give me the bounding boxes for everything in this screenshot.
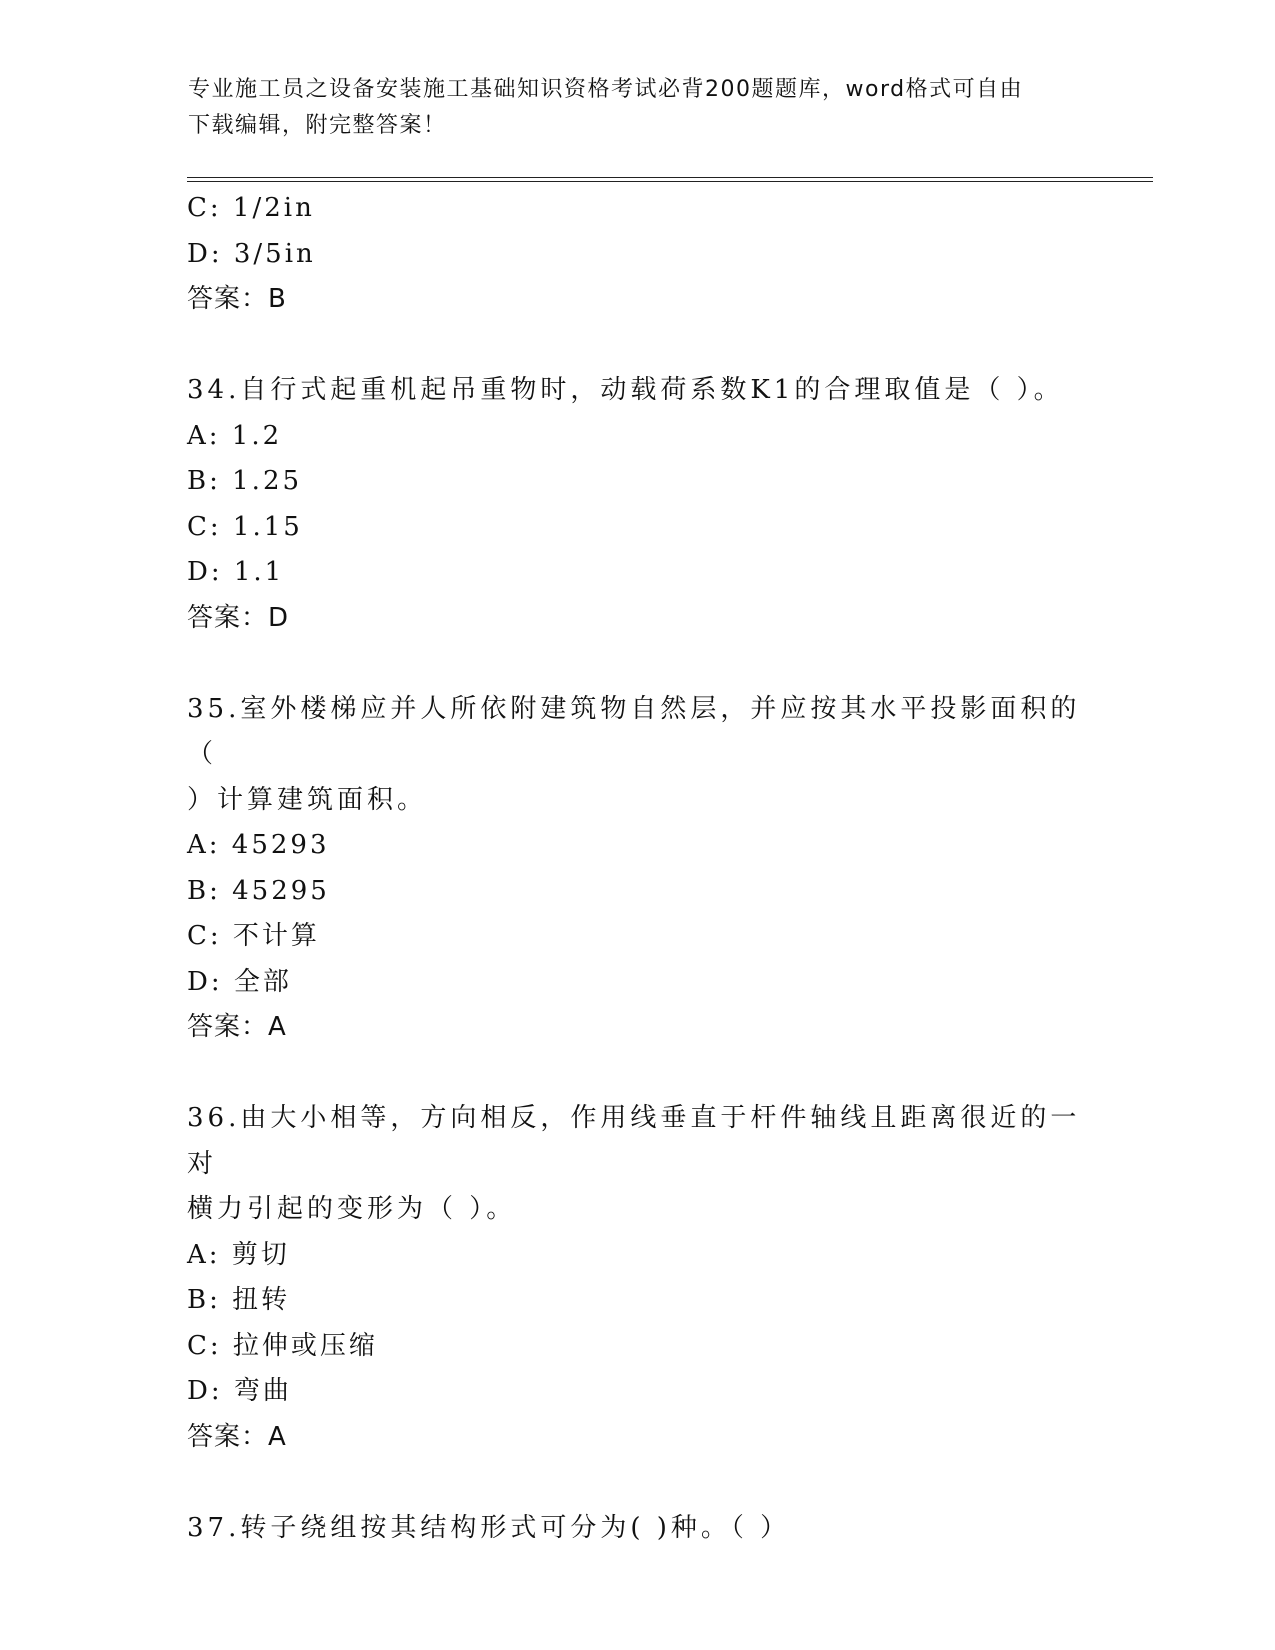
question-stem-line-2: ）计算建筑面积。 [187, 784, 428, 815]
header-title-line-1: 专业施工员之设备安装施工基础知识资格考试必背200题题库，word格式可自由 [188, 77, 1024, 102]
question-list [187, 186, 1087, 1551]
answer-line: 答案：A [187, 1421, 287, 1452]
question-36 [187, 1096, 1087, 1460]
header-title-line-2: 下载编辑，附完整答案！ [188, 113, 447, 138]
answer-line: 答案：D [187, 602, 290, 633]
option-a: A: 45293 [187, 830, 330, 860]
option-d: D: 3/5in [187, 238, 316, 269]
option-b: B: 扭转 [187, 1285, 291, 1315]
question-33 [187, 186, 1087, 323]
question-stem: 34.自行式起重机起吊重物时，动载荷系数K1的合理取值是（ ）。 [187, 375, 1064, 405]
question-stem: 37.转子绕组按其结构形式可分为( )种。（ ） [187, 1512, 791, 1543]
option-c: C: 拉伸或压缩 [187, 1330, 378, 1361]
option-a: A: 剪切 [187, 1239, 290, 1270]
option-d: D: 1.1 [187, 557, 285, 587]
option-d: D: 弯曲 [187, 1376, 292, 1406]
header-divider [187, 177, 1153, 182]
spacer [187, 641, 1087, 687]
option-d: D: 全部 [187, 966, 292, 997]
answer-line: 答案：A [187, 1012, 287, 1042]
question-stem-line-1: 36.由大小相等，方向相反，作用线垂直于杆件轴线且距离很近的一对 [187, 1103, 1081, 1179]
answer-line: 答案：B [187, 284, 287, 314]
spacer [187, 1051, 1087, 1097]
spacer [187, 323, 1087, 369]
spacer [187, 1460, 1087, 1506]
question-37 [187, 1506, 1087, 1552]
document-header [188, 72, 1068, 144]
option-c: C: 不计算 [187, 921, 320, 951]
option-c: C: 1/2in [187, 193, 315, 223]
option-a: A: 1.2 [187, 420, 283, 451]
question-34 [187, 368, 1087, 641]
option-b: B: 1.25 [187, 466, 303, 496]
question-stem-line-2: 横力引起的变形为（ ）。 [187, 1194, 517, 1224]
question-stem-line-1: 35.室外楼梯应并人所依附建筑物自然层，并应按其水平投影面积的（ [187, 693, 1081, 769]
question-35 [187, 687, 1087, 1051]
option-b: B: 45295 [187, 875, 330, 906]
option-c: C: 1.15 [187, 511, 303, 542]
